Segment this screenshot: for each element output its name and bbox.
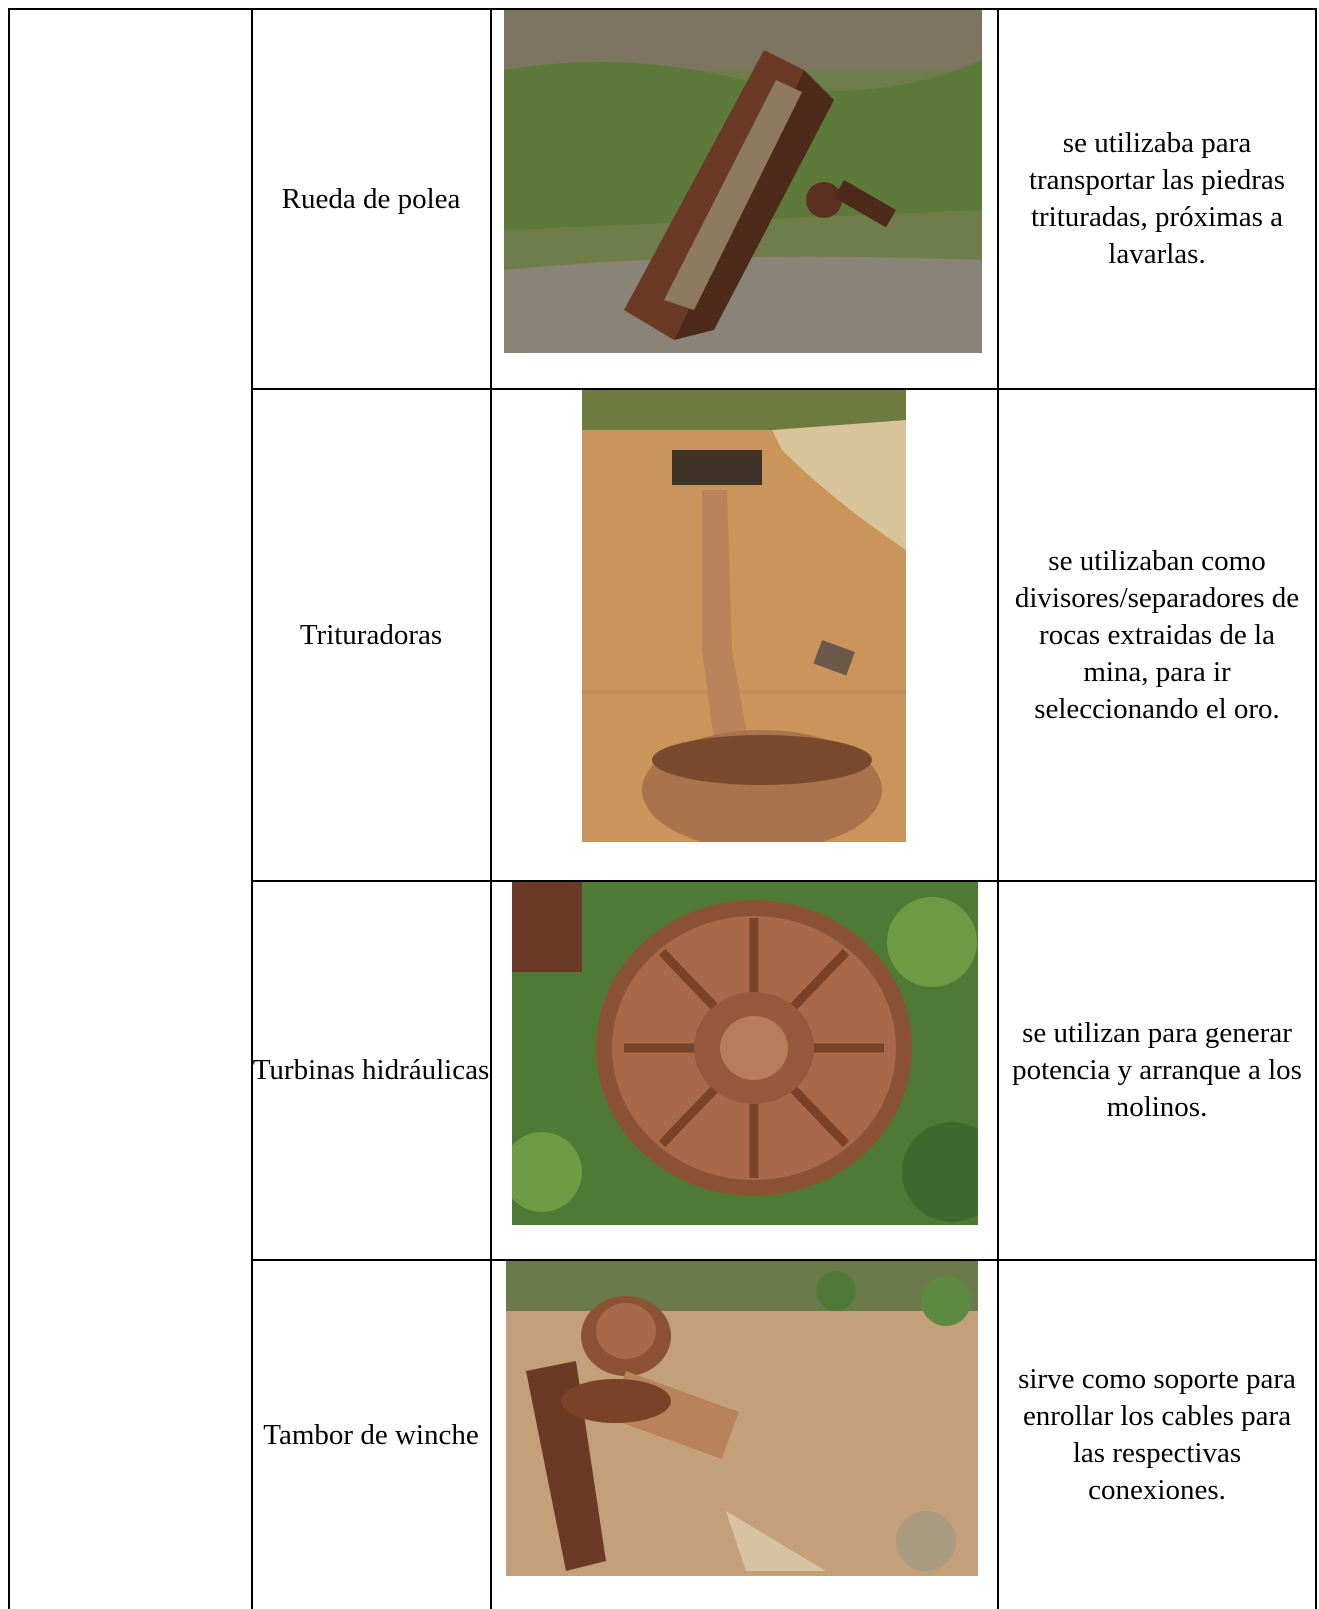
- rusted-crusher-shaft-photo: [582, 390, 906, 842]
- equipment-description: [998, 10, 1316, 388]
- table-border-left: [8, 8, 10, 1609]
- equipment-description-text: se utilizaban como divisores/separadores de rocas extraidas de la mina, para ir seleccionando el oro.: [1014, 544, 1300, 725]
- equipment-name-text: Turbinas hidráulicas: [252, 1054, 490, 1086]
- table-border-col2: [490, 8, 492, 1609]
- equipment-name: [252, 882, 490, 1259]
- equipment-description: [998, 1261, 1316, 1609]
- equipment-description-text: sirve como soporte para enrollar los cables para las respectivas conexiones.: [1018, 1363, 1296, 1506]
- equipment-name-text: Trituradoras: [299, 618, 443, 651]
- equipment-description: [998, 390, 1316, 880]
- equipment-name-text: Tambor de winche: [263, 1418, 479, 1451]
- rusted-turbine-wheel-photo: [512, 882, 978, 1225]
- equipment-description: [998, 882, 1316, 1259]
- rusted-winch-drum-photo: [506, 1261, 978, 1576]
- equipment-name: [252, 1261, 490, 1609]
- equipment-name-text: Rueda de polea: [281, 182, 461, 215]
- equipment-description-text: se utilizaba para transportar las piedras trituradas, próximas a lavarlas.: [1028, 127, 1286, 270]
- equipment-name: [252, 10, 490, 388]
- equipment-name: [252, 390, 490, 880]
- equipment-description-text: se utilizan para generar potencia y arranque a los molinos.: [1012, 1017, 1302, 1123]
- rusted-metal-trough-photo: [504, 10, 982, 353]
